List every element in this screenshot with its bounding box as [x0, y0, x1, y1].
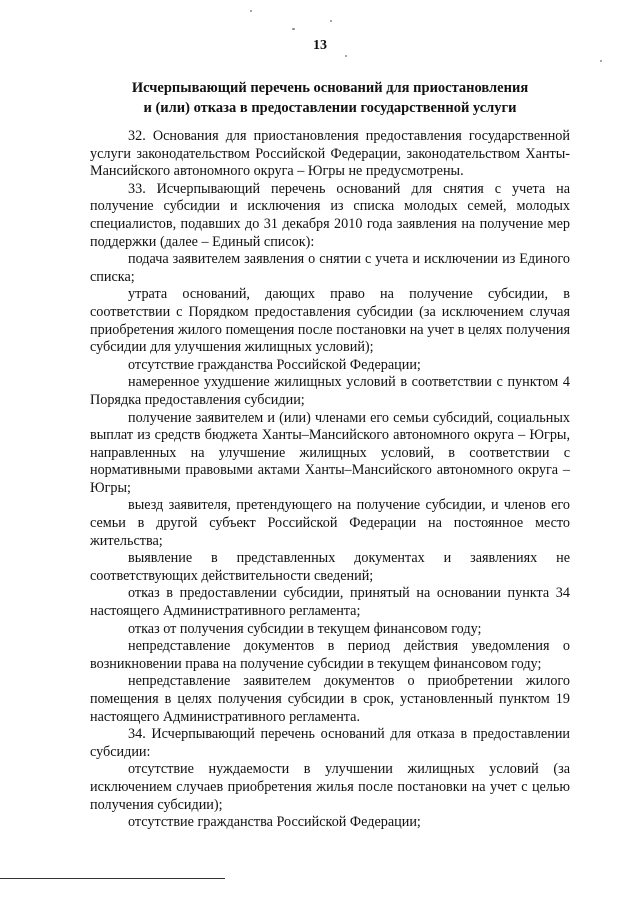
footer-rule	[0, 878, 225, 879]
list-item: отсутствие гражданства Российской Федерации;	[128, 356, 421, 373]
paragraph-34: 34. Исчерпывающий перечень оснований для отказа в предоставлении субсидии:	[90, 726, 570, 760]
list-item: выезд заявителя, претендующего на получение субсидии, и членов его семьи в другой субъект Российской Федерации на постоянное место жительства;	[90, 497, 570, 549]
list-item: отказ от получения субсидии в текущем финансовом году;	[128, 620, 482, 637]
list-item: непредставление заявителем документов о приобретении жилого помещения в целях получения субсидии в срок, установленный пунктом 19 настоящего Административного регламента.	[90, 673, 570, 725]
paragraph-32: 32. Основания для приостановления предоставления государственной услуги законодательством Российской Федерации, законодательством Ханты-Мансийского автономного округа – Югры не предусмотрены.	[90, 128, 570, 180]
page-number: 13	[313, 38, 327, 53]
list-item: подача заявителем заявления о снятии с учета и исключении из Единого списка;	[90, 251, 570, 285]
list-item: утрата оснований, дающих право на получение субсидии, в соответствии с Порядком предоставления субсидии (за исключением случая приобретения жилого помещения после постановки на учет в целях получения субсидии для улучшения жилищных условий);	[90, 286, 570, 356]
heading-line-2: и (или) отказа в предоставлении государственной услуги	[143, 100, 517, 116]
list-item: отсутствие гражданства Российской Федерации;	[128, 814, 421, 831]
list-item: отказ в предоставлении субсидии, принятый на основании пункта 34 настоящего Административного регламента;	[90, 585, 570, 620]
scan-speck	[600, 60, 602, 62]
list-item: получение заявителем и (или) членами его семьи субсидий, социальных выплат из средств бюджета Ханты–Мансийского автономного округа – Югры, направленных на улучшение жилищных условий, в соответствии с нормативными правовыми актами Ханты–Мансийского автономного округа – Югры;	[90, 409, 570, 496]
scan-speck	[330, 20, 332, 22]
scan-speck	[345, 55, 347, 57]
list-item: отсутствие нуждаемости в улучшении жилищных условий (за исключением случаев приобретения жилья после постановки на учет с целью получения субсидии);	[90, 761, 570, 813]
section-heading	[90, 78, 570, 118]
list-item: непредставление документов в период действия уведомления о возникновении права на получение субсидии в текущем финансовом году;	[90, 638, 570, 672]
list-item: намеренное ухудшение жилищных условий в соответствии с пунктом 4 Порядка предоставления субсидии;	[90, 374, 570, 408]
scan-speck	[250, 10, 252, 12]
heading-line-1: Исчерпывающий перечень оснований для приостановления	[131, 80, 529, 96]
paragraph-33: 33. Исчерпывающий перечень оснований для снятия с учета на получение субсидии и исключения из списка молодых семей, молодых специалистов, подавших до 31 декабря 2010 года заявления на получение мер поддержки (далее – Единый список):	[90, 180, 570, 250]
list-item: выявление в представленных документах и заявлениях не соответствующих действительности сведений;	[90, 550, 570, 584]
scan-speck	[292, 28, 295, 30]
document-body	[90, 128, 570, 832]
